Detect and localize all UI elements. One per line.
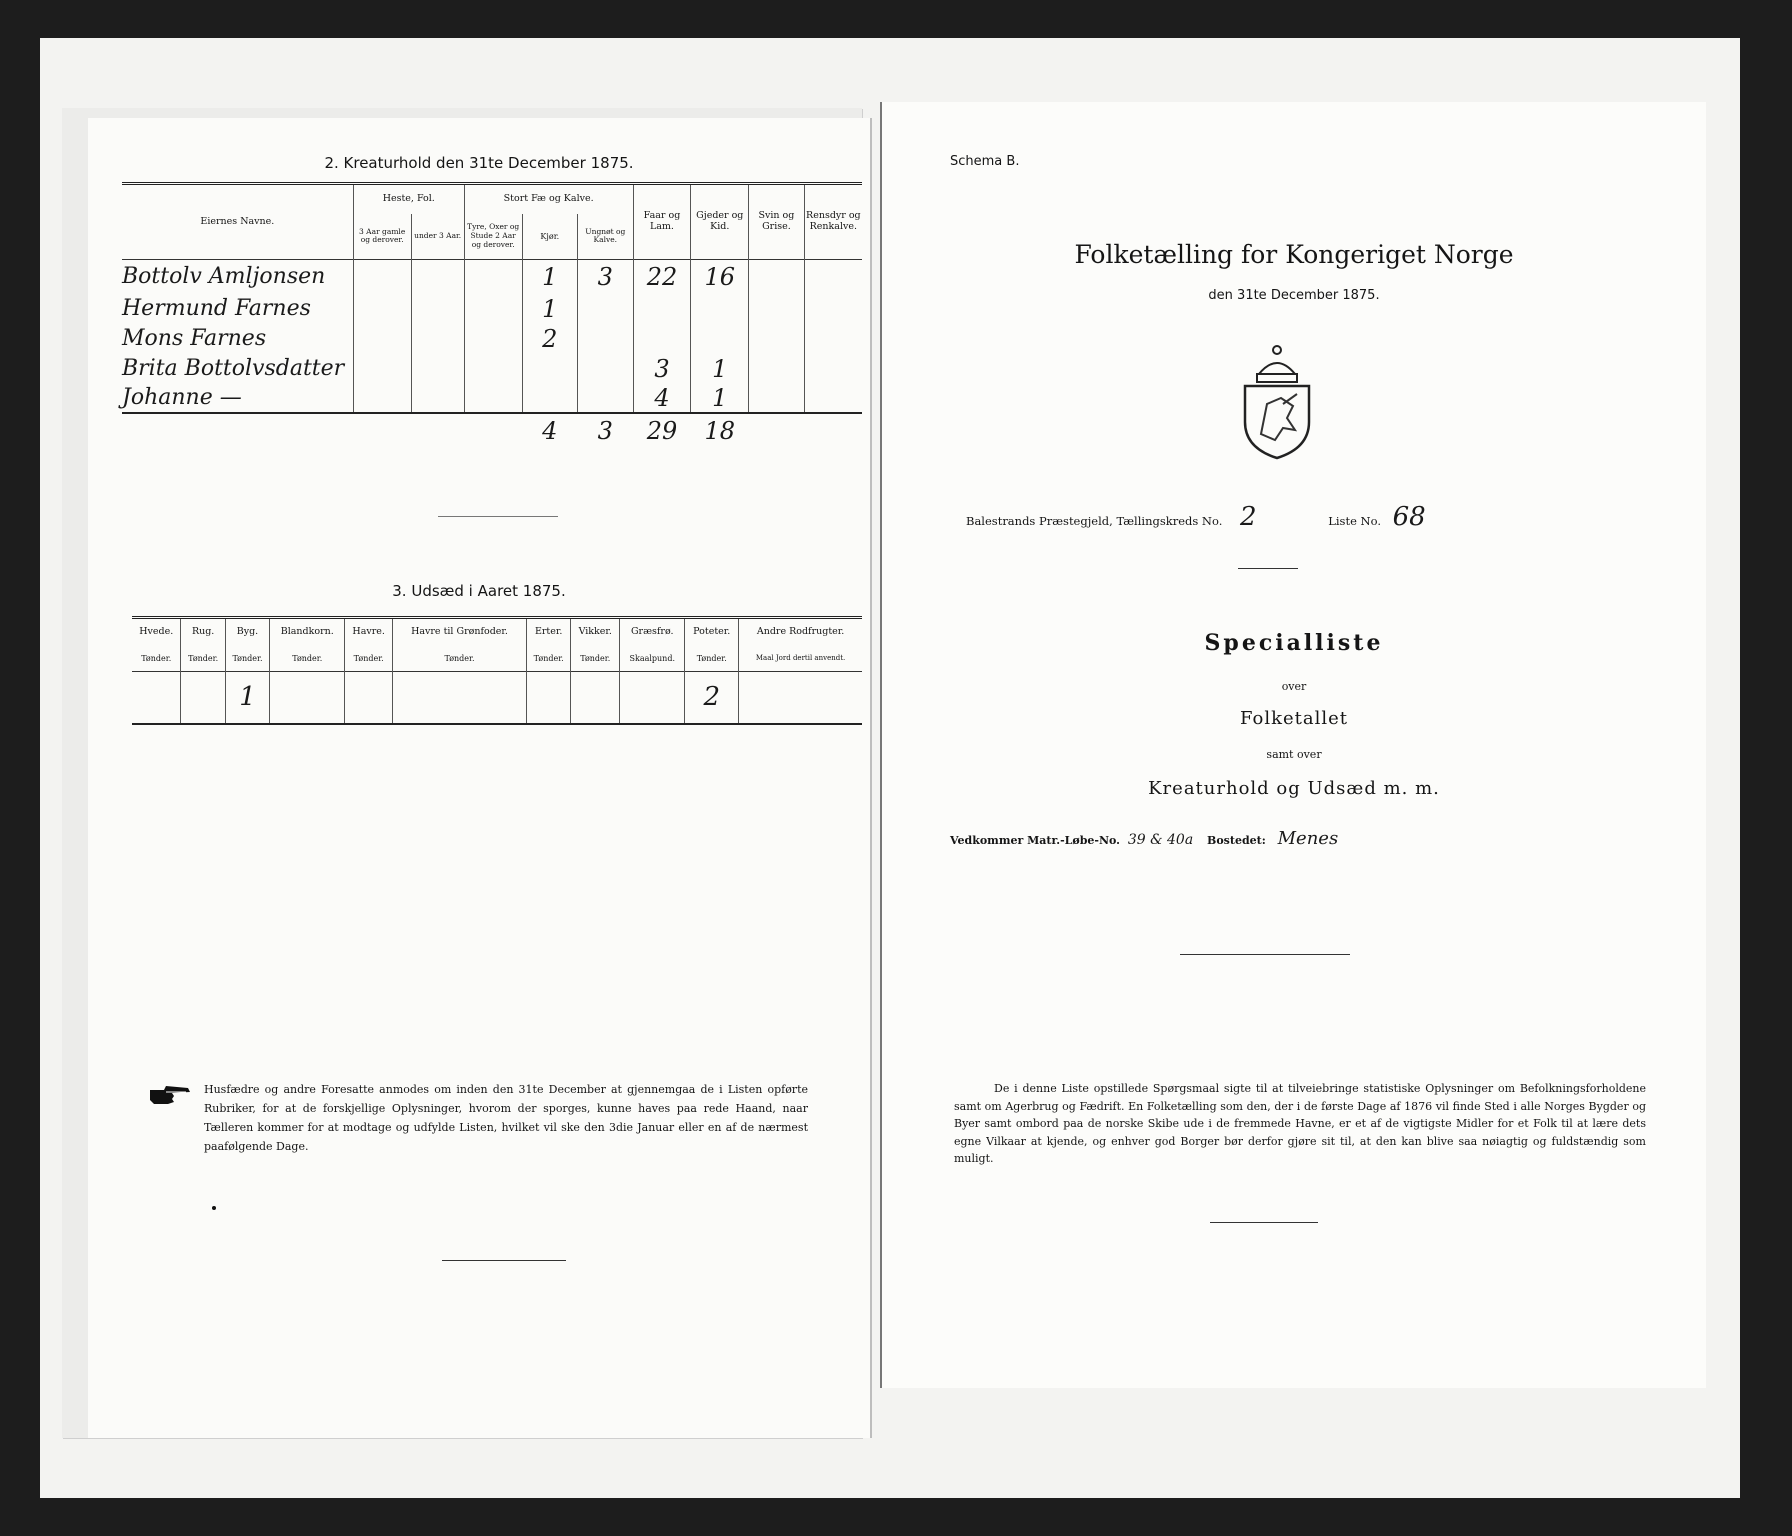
col-owner-header: Eiernes Navne. (200, 215, 275, 227)
divider (438, 516, 558, 517)
matr-label: Vedkommer Matr.-Løbe-No. (950, 834, 1120, 847)
main-date: den 31te December 1875. (1208, 288, 1380, 303)
over-text: over (1281, 680, 1307, 693)
unit: Tønder. (270, 646, 345, 672)
schema-label: Schema B. (950, 154, 1020, 169)
col-heste-a: 3 Aar gamle og derover. (353, 214, 411, 260)
sowing-header-row (132, 618, 862, 646)
district-label: Balestrands Præstegjeld, Tællingskreds No. (966, 514, 1223, 528)
unit: Tønder. (225, 646, 269, 672)
sowing-value (393, 672, 527, 724)
sowing-value (181, 672, 225, 724)
table-row (122, 354, 862, 384)
sowing-value (571, 672, 620, 724)
gjeder-value: 1 (691, 384, 749, 413)
unit: Tønder. (685, 646, 739, 672)
table-row (122, 260, 862, 294)
table-row (122, 294, 862, 324)
faar-value: 4 (633, 384, 691, 413)
district-number: 2 (1240, 502, 1257, 532)
kreaturhold-text: Kreaturhold og Udsæd m. m. (1148, 778, 1440, 799)
footer-text: De i denne Liste opstillede Spørgsmaal sigte til at tilveiebringe statistiske Oplysninger om Befolkningsforholdene samt om Agerbrug og Fædrift. En Folketælling som den, der i de første Dage af 1876 vil finde Sted i alle Norges Bygder og Byer samt ombord paa de norske Skibe ude i de fremmede Havne, er et af de vigtigste Midler for et Folk til at lære dets egne Vilkaar at kjende, og enhver god Borger bør derfor gjøre sit til, at den kan blive saa nøiagtig og fuldstændig som muligt. (954, 1082, 1646, 1165)
kjor-value: 1 (522, 260, 578, 294)
table-row (122, 324, 862, 354)
table-row (122, 384, 862, 413)
ungnot-value (578, 324, 634, 354)
livestock-table (122, 182, 862, 449)
owner-name: Brita Bottolvsdatter (122, 356, 345, 381)
unit: Tønder. (141, 653, 172, 663)
col-byg: Byg. (225, 618, 269, 646)
owner-name: Hermund Farnes (122, 296, 311, 321)
col-graesfro: Græsfrø. (620, 618, 685, 646)
divider (1180, 954, 1350, 955)
sowing-value-row (132, 672, 862, 724)
col-stort-a: Tyre, Oxer og Stude 2 Aar og derover. (464, 214, 522, 260)
total-ungnot: 3 (597, 417, 613, 445)
liste-label: Liste No. (1328, 514, 1381, 528)
ungnot-value (578, 384, 634, 413)
sowing-value (345, 672, 393, 724)
divider (442, 1260, 566, 1261)
notice-text: Husfædre og andre Foresatte anmodes om inden den 31te December at gjennemgaa de i Listen opførte Rubriker, for at de forskjellige Oplysninger, hvorom der sporges, kunne haves paa rede Haand, naar Tælleren kommer for at modtage og udfylde Listen, hvilket vil ske den 3die Januar eller en af de nærmest paafølgende Dage. (204, 1083, 808, 1153)
owner-name: Johanne — (122, 385, 242, 410)
unit: Skaalpund. (620, 646, 685, 672)
unit: Tønder. (527, 646, 571, 672)
col-blandkorn: Blandkorn. (270, 618, 345, 646)
total-kjor: 4 (542, 417, 558, 445)
matr-line (950, 828, 1338, 849)
faar-value: 22 (633, 260, 691, 294)
section2-title: 2. Kreaturhold den 31te December 1875. (324, 154, 634, 172)
col-stort-c: Ungnøt og Kalve. (578, 214, 634, 260)
faar-value (633, 294, 691, 324)
kjor-value: 1 (522, 294, 578, 324)
specialliste-heading: Specialliste (1204, 630, 1384, 656)
matr-value: 39 & 40a (1127, 832, 1194, 848)
col-hvede: Hvede. (139, 625, 174, 637)
folketallet-text: Folketallet (1239, 708, 1349, 729)
samt-over-text: samt over (1266, 748, 1322, 761)
coat-of-arms-icon (1237, 344, 1317, 460)
faar-value (633, 324, 691, 354)
sowing-value (527, 672, 571, 724)
unit: Tønder. (393, 646, 527, 672)
col-svin-header: Svin og Grise. (749, 184, 805, 260)
gjeder-value: 16 (691, 260, 749, 294)
owner-name: Bottolv Amljonsen (122, 264, 326, 290)
ungnot-value (578, 294, 634, 324)
unit: Tønder. (181, 646, 225, 672)
col-rensdyr-header: Rensdyr og Renkalve. (804, 184, 862, 260)
col-havre: Havre. (345, 618, 393, 646)
sowing-value (620, 672, 685, 724)
bosted-label: Bostedet: (1207, 834, 1266, 847)
gjeder-value: 1 (691, 354, 749, 384)
sowing-value (132, 672, 181, 724)
pointing-hand-icon (148, 1084, 192, 1106)
col-erter: Erter. (527, 618, 571, 646)
sowing-value (739, 672, 862, 724)
col-heste-b: under 3 Aar. (411, 214, 464, 260)
col-gjeder-header: Gjeder og Kid. (691, 184, 749, 260)
kjor-value: 2 (522, 324, 578, 354)
col-vikker: Vikker. (571, 618, 620, 646)
section3-title: 3. Udsæd i Aaret 1875. (392, 582, 566, 600)
col-andre: Andre Rodfrugter. (739, 618, 862, 646)
faar-value: 3 (633, 354, 691, 384)
unit: Maal Jord dertil anvendt. (739, 646, 862, 672)
sowing-unit-row (132, 646, 862, 672)
col-faar-header: Faar og Lam. (633, 184, 691, 260)
ink-dot (212, 1206, 216, 1210)
owner-name: Mons Farnes (122, 326, 267, 351)
divider (1238, 568, 1298, 569)
sowing-value: 1 (225, 672, 269, 724)
kjor-value (522, 384, 578, 413)
col-poteter: Poteter. (685, 618, 739, 646)
kjor-value (522, 354, 578, 384)
left-page (88, 118, 872, 1438)
col-stort-header: Stort Fæ og Kalve. (464, 184, 633, 214)
main-title: Folketælling for Kongeriget Norge (1074, 240, 1514, 269)
totals-row (122, 413, 862, 449)
gjeder-value (691, 324, 749, 354)
total-faar: 29 (646, 417, 678, 445)
ungnot-value (578, 354, 634, 384)
divider (1210, 1222, 1318, 1223)
right-page (880, 102, 1706, 1388)
liste-number: 68 (1392, 502, 1426, 532)
sowing-value (270, 672, 345, 724)
total-gjeder: 18 (704, 417, 736, 445)
district-line (966, 502, 1426, 532)
col-rug: Rug. (181, 618, 225, 646)
col-stort-b: Kjør. (522, 214, 578, 260)
ungnot-value: 3 (578, 260, 634, 294)
unit: Tønder. (345, 646, 393, 672)
col-havre-gronfoder: Havre til Grønfoder. (393, 618, 527, 646)
sowing-value: 2 (685, 672, 739, 724)
col-heste-header: Heste, Fol. (353, 184, 464, 214)
sowing-table (132, 616, 862, 725)
unit: Tønder. (571, 646, 620, 672)
gjeder-value (691, 294, 749, 324)
bosted-value: Menes (1277, 828, 1339, 849)
